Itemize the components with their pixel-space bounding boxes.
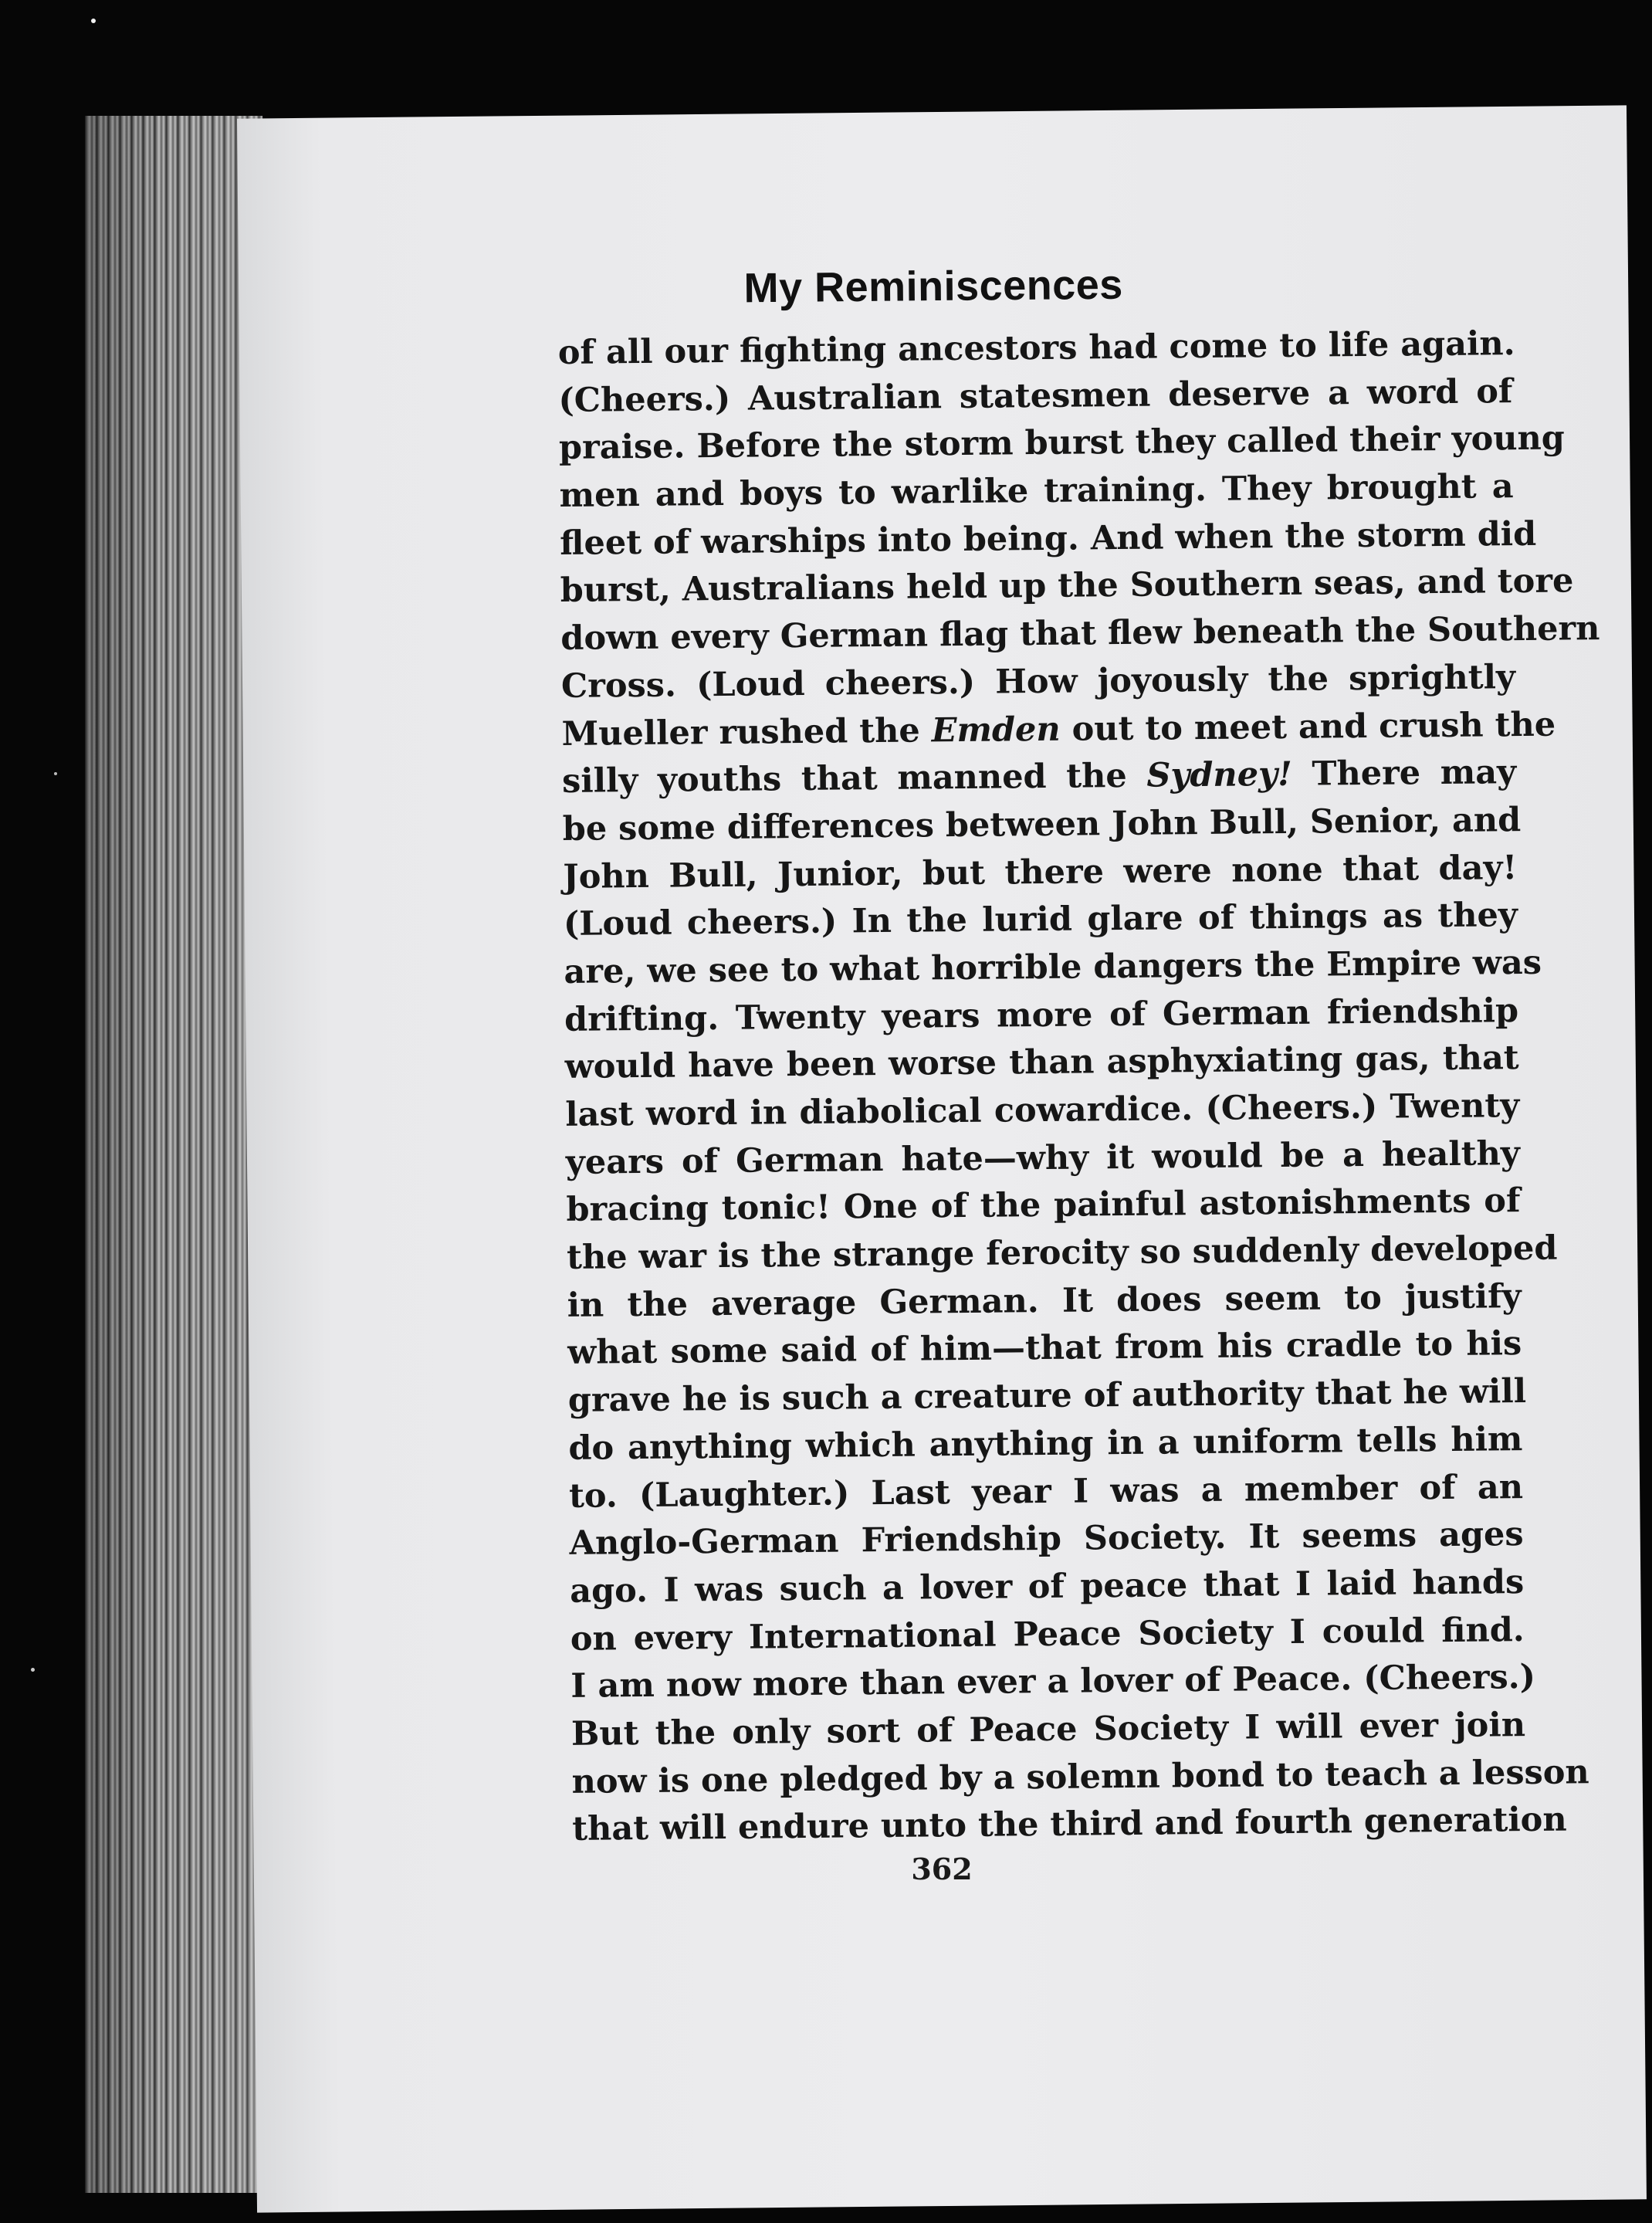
text-line: But the only sort of Peace Society I will ever join [570,1705,1526,1754]
text-line: would have been worse than asphyxiating gas, that [564,1039,1519,1087]
dust-speck [54,772,57,775]
text-line: Anglo-German Friendship Society. It seems ages [569,1515,1524,1564]
text-line: that will endure unto the third and fourth generation [571,1800,1567,1849]
text-line: in the average German. It does seem to justify [567,1276,1522,1325]
text-line: praise. Before the storm burst they called their young [558,419,1566,468]
text-line: last word in diabolical cowardice. (Cheers.) Twenty [565,1086,1520,1134]
dust-speck [91,19,96,23]
text-line: I am now more than ever a lover of Peace. (Cheers.) [570,1658,1536,1706]
page-number: 362 [911,1852,973,1886]
ship-name: Sydney! [1146,755,1293,795]
text-line: drifting. Twenty years more of German friendship [564,991,1519,1039]
text-line: (Loud cheers.) In the lurid glare of things as they [563,896,1518,944]
book-page-edges [85,116,262,2193]
text-line: are, we see to what horrible dangers the Empire was [564,943,1542,991]
text-line: silly youths that manned the Sydney! There may [561,753,1517,801]
text-line: on every International Peace Society I could find. [570,1610,1525,1659]
text-line: Mueller rushed the Emden out to meet and crush the [561,705,1556,754]
text-line: Cross. (Loud cheers.) How joyously the sprightly [560,657,1516,706]
text-line: what some said of him—that from his cradle to his [567,1324,1522,1373]
text-line: of all our fighting ancestors had come to life again. [557,324,1515,372]
text-line: men and boys to warlike training. They brought a [559,467,1514,516]
text-line: (Cheers.) Australian statesmen deserve a word of [558,371,1513,420]
text-line: bracing tonic! One of the painful astonishments of [566,1181,1521,1230]
body-text [557,320,1600,1854]
text-line: the war is the strange ferocity so suddenly developed [566,1228,1558,1277]
text-line: fleet of warships into being. And when the storm did [559,514,1537,563]
dust-speck [31,1668,35,1672]
text-line: do anything which anything in a uniform tells him [568,1419,1523,1468]
text-line: years of German hate—why it would be a healthy [565,1134,1521,1182]
text-line: burst, Australians held up the Southern seas, and tore [560,561,1574,611]
text-line: John Bull, Junior, but there were none that day! [563,848,1518,896]
text-line: be some differences between John Bull, Senior, and [562,800,1522,849]
ship-name: Emden [931,710,1061,750]
text-line: now is one pledged by a solemn bond to teach a lesson [571,1752,1589,1801]
running-head: My Reminiscences [743,261,1124,312]
text-line: grave he is such a creature of authority that he will [567,1372,1527,1421]
text-line: down every German flag that flew beneath the Southern [560,609,1600,659]
text-line: ago. I was such a lover of peace that I laid hands [569,1562,1525,1611]
text-line: to. (Laughter.) Last year I was a member of an [568,1467,1524,1516]
